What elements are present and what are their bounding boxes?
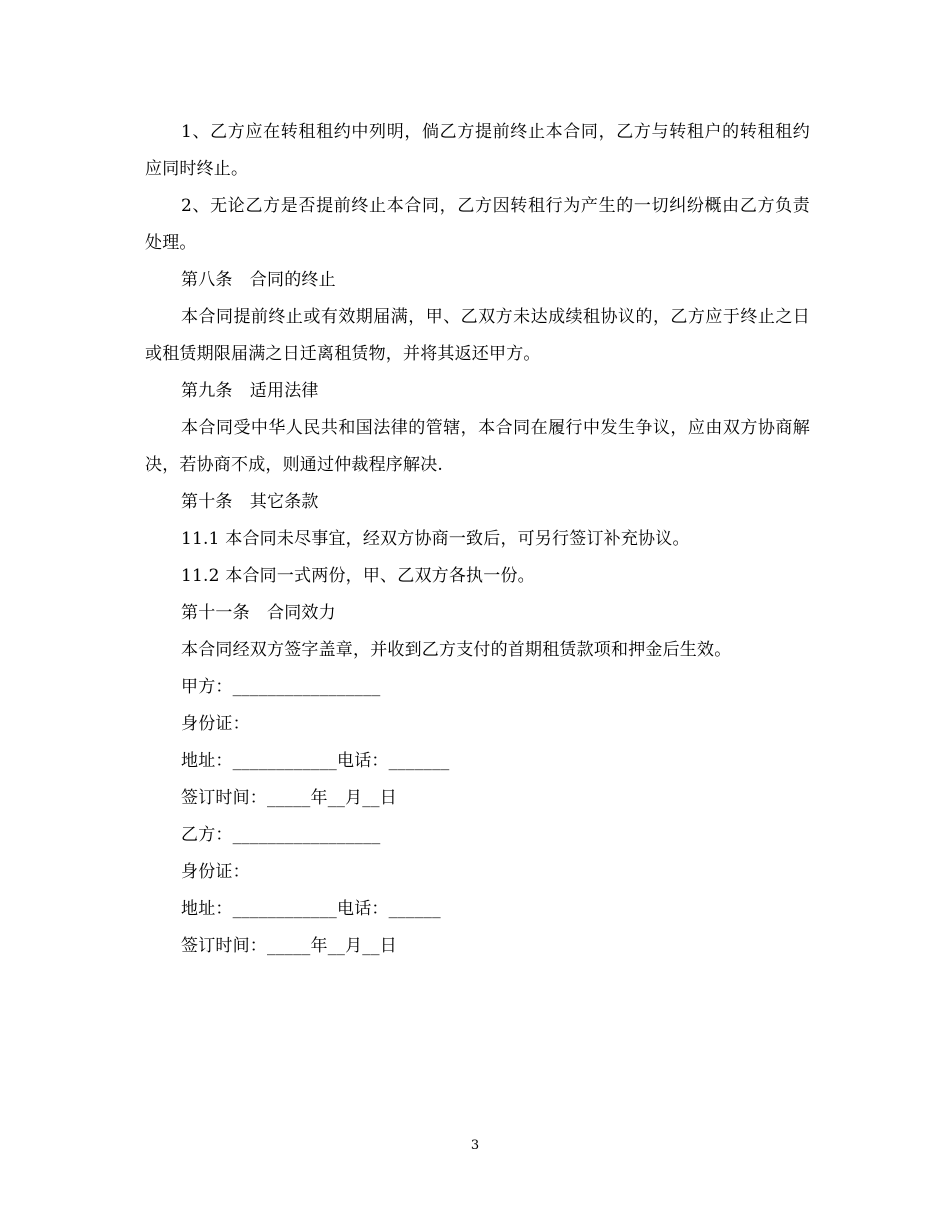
party-a-address-phone-line: 地址：____________电话：_______ bbox=[181, 751, 450, 771]
article-10-heading: 第十条 其它条款 bbox=[181, 492, 319, 512]
party-a-signature-line: 甲方：_________________ bbox=[181, 677, 381, 697]
page-number: 3 bbox=[470, 1138, 480, 1153]
clause-11-2: 11.2 本合同一式两份，甲、乙双方各执一份。 bbox=[181, 566, 535, 586]
party-b-address-phone-line: 地址：____________电话：______ bbox=[181, 899, 441, 919]
party-b-date-line: 签订时间：_____年__月__日 bbox=[181, 936, 397, 956]
party-a-date-line: 签订时间：_____年__月__日 bbox=[181, 788, 397, 808]
party-b-signature-line: 乙方：_________________ bbox=[181, 825, 381, 845]
article-8-heading: 第八条 合同的终止 bbox=[181, 270, 336, 290]
article-9-heading: 第九条 适用法律 bbox=[181, 381, 319, 401]
document-body bbox=[145, 114, 810, 965]
clause-11-1: 11.1 本合同未尽事宜，经双方协商一致后，可另行签订补充协议。 bbox=[181, 529, 690, 549]
clause-sublease-termination: 1、乙方应在转租租约中列明，倘乙方提前终止本合同，乙方与转租户的转租租约应同时终止。 bbox=[145, 122, 810, 179]
article-11-heading: 第十一条 合同效力 bbox=[181, 603, 336, 623]
article-9-text: 本合同受中华人民共和国法律的管辖，本合同在履行中发生争议，应由双方协商解决，若协商不成，则通过仲裁程序解决. bbox=[145, 418, 810, 475]
clause-sublease-disputes: 2、无论乙方是否提前终止本合同，乙方因转租行为产生的一切纠纷概由乙方负责处理。 bbox=[145, 196, 810, 253]
article-8-text: 本合同提前终止或有效期届满，甲、乙双方未达成续租协议的，乙方应于终止之日或租赁期限届满之日迁离租赁物，并将其返还甲方。 bbox=[145, 307, 810, 364]
party-b-id-line: 身份证： bbox=[181, 862, 250, 882]
article-11-text: 本合同经双方签字盖章，并收到乙方支付的首期租赁款项和押金后生效。 bbox=[181, 640, 732, 660]
party-a-id-line: 身份证： bbox=[181, 714, 250, 734]
